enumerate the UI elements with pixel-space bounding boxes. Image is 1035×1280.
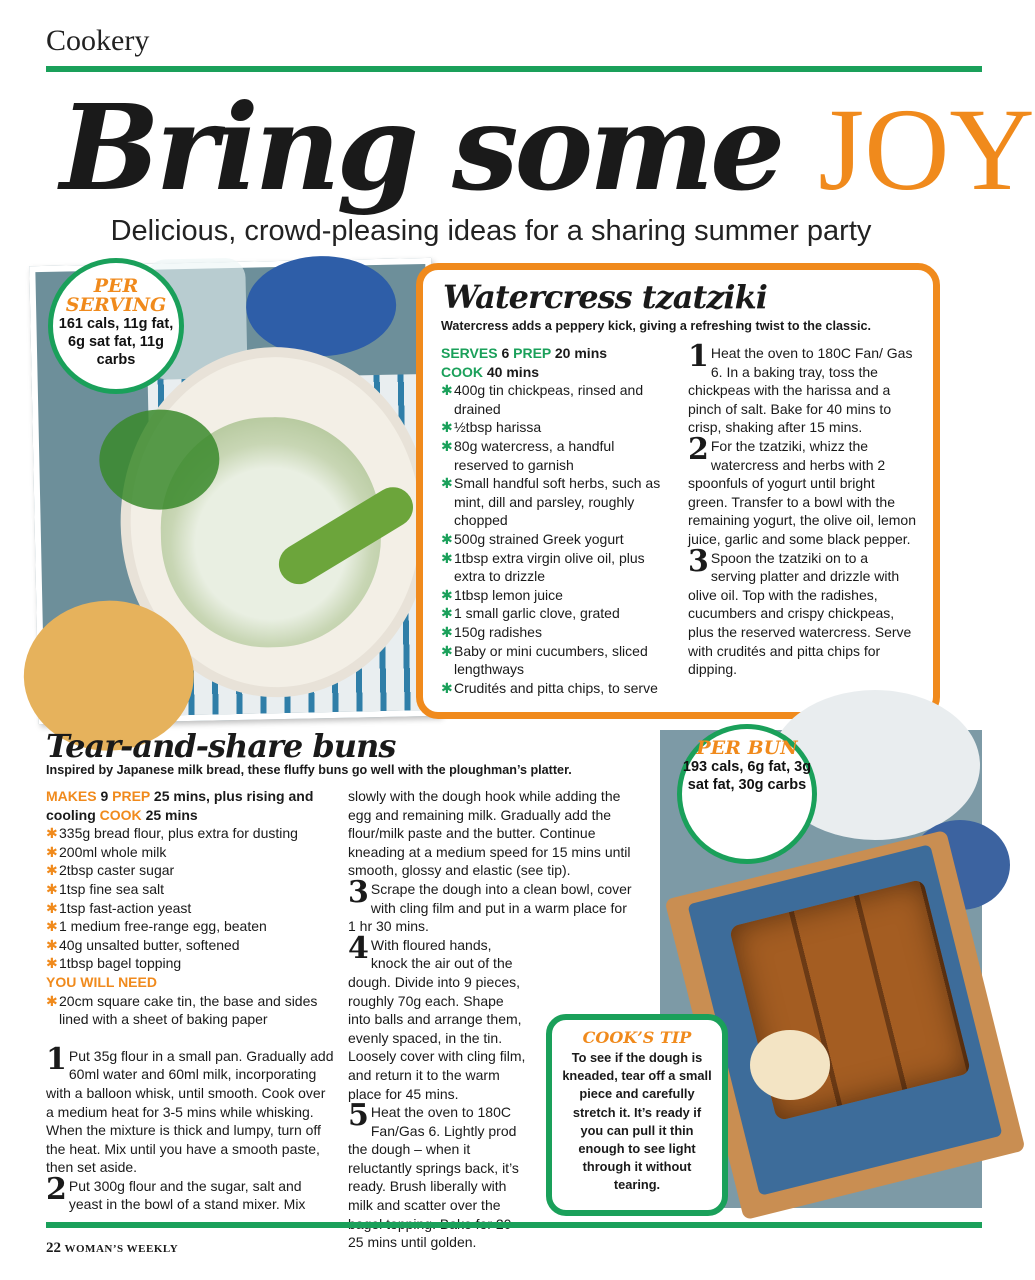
cook-label: COOK (441, 363, 483, 380)
badge-title: PER SERVING (65, 275, 167, 316)
makes-label: MAKES (46, 788, 97, 804)
ingredient: ✱ 1tsp fine sea salt (46, 880, 165, 897)
ingredient: ✱ Small handful soft herbs, such as mint, dill and parsley, roughly chopped (441, 475, 661, 529)
method-step: 1 Put 35g flour in a small pan. Gradually add 60ml water and 60ml milk, incorporating with a balloon whisk, until smooth. Cook over a medium heat for 3-5 mins while whisking. When the mixture is thick and lumpy, turn off the heat. Mix until you have a smooth paste, then set aside. (46, 1041, 334, 1176)
ingredient: ✱ 1tbsp lemon juice (441, 586, 563, 603)
equipment: ✱ 20cm square cake tin, the base and sides lined with a sheet of baking paper (46, 992, 318, 1028)
buns-meta (46, 787, 336, 824)
per-bun-badge (677, 724, 817, 864)
method-step: 1 Heat the oven to 180C Fan/ Gas 6. In a baking tray, toss the chickpeas with the harissa and a pinch of salt. Bake for 40 mins to crisp, shaking after 15 mins. (688, 339, 913, 436)
ingredient: ✱ 335g bread flour, plus extra for dusting (46, 825, 298, 842)
cook-label: COOK (99, 806, 142, 823)
ingredient: ✱ 1tsp fast-action yeast (46, 899, 192, 916)
ingredient: ✱ 1tbsp bagel topping (46, 955, 182, 972)
prep-value: 25 mins, plus rising and cooling (46, 788, 314, 823)
cook-value: 25 mins (145, 806, 198, 823)
ingredient: ✱ Baby or mini cucumbers, sliced lengthways (441, 642, 648, 678)
cooks-tip-box (546, 1014, 728, 1216)
ingredient: ✱ 200ml whole milk (46, 843, 167, 860)
ingredient: ✱ 80g watercress, a handful reserved to garnish (441, 437, 615, 473)
ingredient: ✱ 1 small garlic clove, grated (441, 605, 620, 622)
cook-value: 40 mins (486, 363, 540, 380)
method-step: 2 Put 300g flour and the sugar, salt and yeast in the bowl of a stand mixer. Mix (46, 1171, 306, 1213)
badge-body: 161 cals, 11g fat, 6g sat fat, 11g carbs (58, 316, 174, 368)
buns-ingredients (46, 787, 336, 1214)
method-step: 3 Spoon the tzatziki on to a serving platter and drizzle with olive oil. Top with the radishes, cucumbers and crispy chickpeas, plus the reserved watercress. Serve with crudités and pitta chips for dipping. (688, 543, 912, 678)
top-rule (46, 66, 982, 72)
tzatziki-title: Watercress tzatziki (443, 278, 767, 316)
tzatziki-intro: Watercress adds a peppery kick, giving a refreshing twist to the classic. (441, 319, 871, 333)
ingredient: ✱ 400g tin chickpeas, rinsed and drained (441, 382, 644, 417)
serves-label: SERVES (441, 345, 498, 361)
badge-title: PER BUN (696, 737, 798, 759)
ingredient: ✱ Crudités and pitta chips, to serve (441, 679, 658, 696)
ingredient: ✱ 1 medium free-range egg, beaten (46, 918, 267, 935)
serves-value: 6 (501, 345, 510, 361)
ingredient: ✱ ½tbsp harissa (441, 419, 542, 436)
buns-title: Tear-and-share buns (46, 727, 396, 765)
makes-value: 9 (100, 788, 109, 804)
tip-body: To see if the dough is kneaded, tear off a small piece and carefully stretch it. It’s ready if you can pull it thin enough to see light through it without tearing. (562, 1050, 712, 1193)
badge-body: 193 cals, 6g fat, 3g sat fat, 30g carbs (682, 759, 812, 793)
folio (46, 1240, 178, 1257)
method-step: 4 With floured hands, knock the air out of the dough. Divide into 9 pieces, roughly 70g each. Shape into balls and arrange them, evenly spaced, in the tin. Loosely cover with cling film, and return it to the warm place for 45 mins. (348, 930, 526, 1102)
magazine-name: WOMAN’S WEEKLY (64, 1243, 179, 1255)
prep-label: PREP (112, 788, 151, 804)
prep-label: PREP (513, 345, 551, 361)
section-label: Cookery (46, 24, 150, 57)
prep-value: 20 mins (554, 345, 608, 361)
tzatziki-meta (441, 344, 671, 381)
ingredient: ✱ 150g radishes (441, 623, 542, 640)
bottom-rule (46, 1222, 982, 1228)
tzatziki-ingredients (441, 344, 671, 697)
headline-accent: JOY (818, 84, 1035, 215)
standfirst: Delicious, crowd-pleasing ideas for a sharing summer party (110, 215, 872, 247)
method-step-continued: slowly with the dough hook while adding the egg and remaining milk. Gradually add the flour/milk paste and the butter. Continue kneading at a medium speed for 15 mins until smooth, glossy and elastic (see tip). (348, 788, 631, 879)
tip-title: COOK’S TIP (582, 1028, 692, 1047)
headline-main: Bring some (60, 78, 782, 217)
tzatziki-method (688, 339, 917, 679)
buns-intro: Inspired by Japanese milk bread, these fluffy buns go well with the ploughman’s platter. (46, 763, 572, 777)
ingredient: ✱ 40g unsalted butter, softened (46, 936, 240, 953)
method-step: 5 Heat the oven to 180C Fan/Gas 6. Lightly prod the dough – when it reluctantly springs back, it’s ready. Brush liberally with milk and scatter over the 25 mins until golden. (348, 1098, 519, 1251)
page-number: 22 (46, 1240, 61, 1256)
method-step: 2 For the tzatziki, whizz the watercress and herbs with 2 spoonfuls of yogurt until bright green. Transfer to a bowl with the remaining yogurt, the olive oil, lemon juice, garlic and some black pepper. (688, 431, 917, 547)
headline (60, 78, 1035, 220)
ingredient: ✱ 500g strained Greek yogurt (441, 530, 624, 547)
per-serving-badge (48, 258, 184, 394)
ingredient: ✱ 1tbsp extra virgin olive oil, plus extra to drizzle (441, 549, 645, 585)
ingredient: ✱ 2tbsp caster sugar (46, 862, 175, 879)
method-step: 3 Scrape the dough into a clean bowl, cover with cling film and put in a warm place for 1 hr 30 mins. (348, 874, 632, 935)
you-will-need-label: YOU WILL NEED (46, 973, 157, 990)
